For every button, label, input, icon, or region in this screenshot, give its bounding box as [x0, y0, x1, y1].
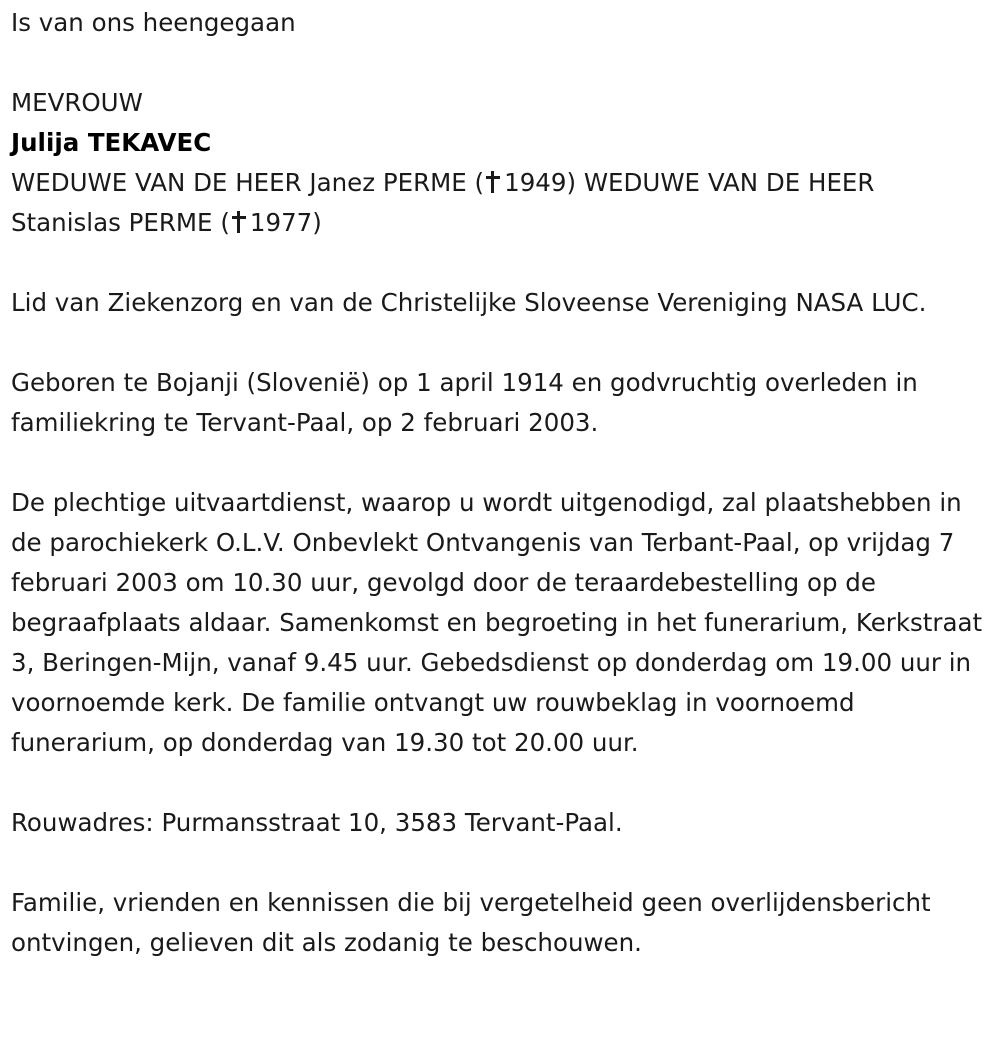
- spouse-2-text: Stanislas PERME (: [11, 208, 230, 237]
- address-paragraph: Rouwadres: Purmansstraat 10, 3583 Tervant-Paal.: [11, 808, 623, 837]
- intro-line: Is van ons heengegaan: [11, 8, 296, 37]
- spouse-info: [11, 163, 991, 243]
- birth-death-paragraph: Geboren te Bojanji (Slovenië) op 1 april 1914 en godvruchtig overleden in familiekring te Tervant-Paal, op 2 februari 2003.: [11, 368, 918, 437]
- cross-icon: [486, 171, 500, 193]
- deceased-name: Julija TEKAVEC: [11, 128, 212, 157]
- closing-paragraph: Familie, vrienden en kennissen die bij vergetelheid geen overlijdensbericht ontvingen, gelieven dit als zodanig te beschouwen.: [11, 888, 931, 957]
- obituary-notice: [11, 3, 991, 963]
- title-line: MEVROUW: [11, 88, 143, 117]
- spouse-1-year: 1949) WEDUWE VAN DE HEER: [504, 168, 875, 197]
- cross-icon: [232, 211, 246, 233]
- membership-paragraph: Lid van Ziekenzorg en van de Christelijke Sloveense Vereniging NASA LUC.: [11, 288, 927, 317]
- spouse-1-text: WEDUWE VAN DE HEER Janez PERME (: [11, 168, 485, 197]
- spouse-2-year: 1977): [249, 208, 322, 237]
- funeral-paragraph: De plechtige uitvaartdienst, waarop u wordt uitgenodigd, zal plaatshebben in de parochiekerk O.L.V. Onbevlekt Ontvangenis van Terbant-Paal, op vrijdag 7 februari 2003 om 10.30 uur, gevolgd door de teraardebestelling op de begraafplaats aldaar. Samenkomst en begroeting in het funerarium, Kerkstraat 3, Beringen-Mijn, vanaf 9.45 uur. Gebedsdienst op donderdag om 19.00 uur in voornoemde kerk. De familie ontvangt uw rouwbeklag in voornoemd funerarium, op donderdag van 19.30 tot 20.00 uur.: [11, 488, 983, 757]
